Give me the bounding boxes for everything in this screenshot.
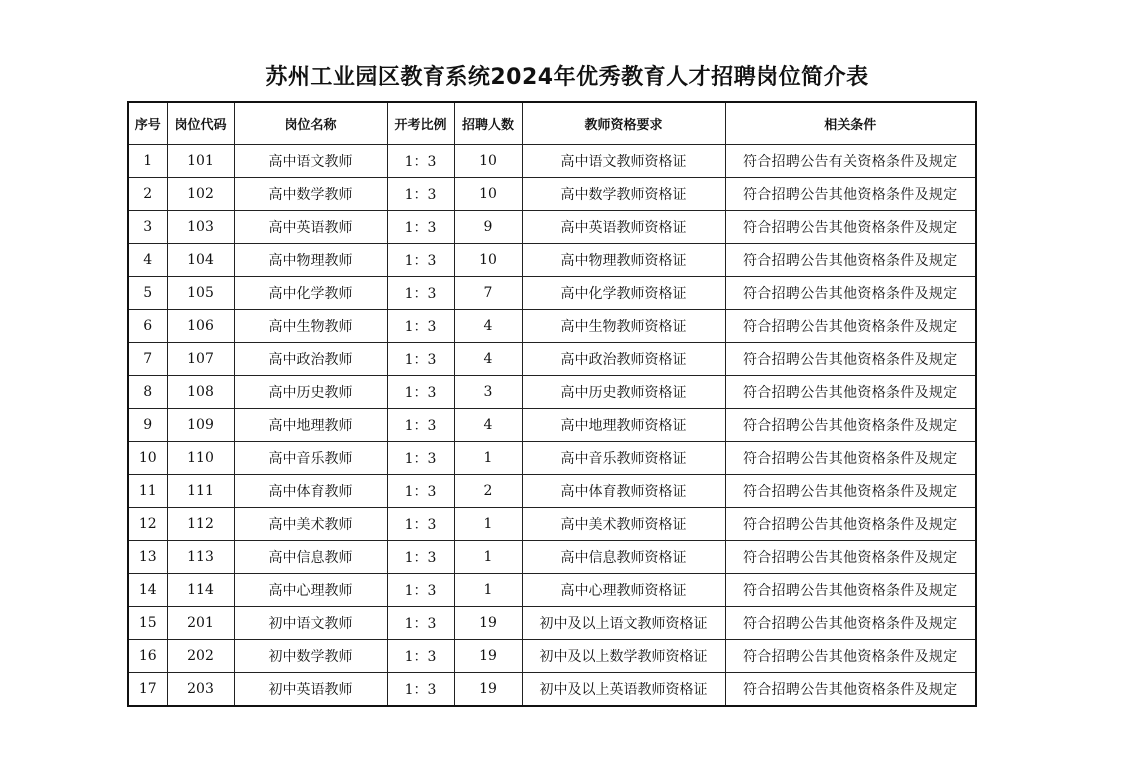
cell-seq: 2 xyxy=(128,178,167,211)
cell-seq: 16 xyxy=(128,640,167,673)
cell-position-name: 高中地理教师 xyxy=(234,409,387,442)
table-row xyxy=(128,442,976,475)
cell-seq: 17 xyxy=(128,673,167,707)
cell-code: 110 xyxy=(167,442,234,475)
cell-qualification: 高中语文教师资格证 xyxy=(522,145,725,178)
cell-code: 104 xyxy=(167,244,234,277)
table-row xyxy=(128,508,976,541)
cell-seq: 1 xyxy=(128,145,167,178)
table-row xyxy=(128,310,976,343)
cell-ratio: 1：3 xyxy=(387,376,454,409)
cell-conditions: 符合招聘公告其他资格条件及规定 xyxy=(725,343,976,376)
cell-position-name: 高中信息教师 xyxy=(234,541,387,574)
cell-position-name: 初中数学教师 xyxy=(234,640,387,673)
cell-conditions: 符合招聘公告其他资格条件及规定 xyxy=(725,409,976,442)
cell-conditions: 符合招聘公告其他资格条件及规定 xyxy=(725,376,976,409)
cell-count: 7 xyxy=(454,277,522,310)
table-row xyxy=(128,409,976,442)
cell-conditions: 符合招聘公告其他资格条件及规定 xyxy=(725,244,976,277)
cell-position-name: 高中历史教师 xyxy=(234,376,387,409)
table-row xyxy=(128,607,976,640)
cell-code: 201 xyxy=(167,607,234,640)
cell-position-name: 初中语文教师 xyxy=(234,607,387,640)
header-seq: 序号 xyxy=(128,102,167,145)
cell-ratio: 1：3 xyxy=(387,640,454,673)
cell-code: 109 xyxy=(167,409,234,442)
cell-conditions: 符合招聘公告其他资格条件及规定 xyxy=(725,607,976,640)
table-row xyxy=(128,211,976,244)
cell-code: 203 xyxy=(167,673,234,707)
cell-count: 4 xyxy=(454,343,522,376)
cell-count: 1 xyxy=(454,508,522,541)
cell-count: 19 xyxy=(454,607,522,640)
cell-seq: 3 xyxy=(128,211,167,244)
cell-conditions: 符合招聘公告其他资格条件及规定 xyxy=(725,211,976,244)
cell-code: 102 xyxy=(167,178,234,211)
cell-code: 105 xyxy=(167,277,234,310)
table-row xyxy=(128,574,976,607)
table-row xyxy=(128,343,976,376)
table-row xyxy=(128,475,976,508)
cell-qualification: 高中音乐教师资格证 xyxy=(522,442,725,475)
cell-seq: 10 xyxy=(128,442,167,475)
cell-code: 111 xyxy=(167,475,234,508)
cell-count: 1 xyxy=(454,442,522,475)
cell-seq: 14 xyxy=(128,574,167,607)
cell-count: 19 xyxy=(454,673,522,707)
cell-qualification: 高中化学教师资格证 xyxy=(522,277,725,310)
cell-position-name: 高中心理教师 xyxy=(234,574,387,607)
cell-count: 4 xyxy=(454,409,522,442)
cell-count: 9 xyxy=(454,211,522,244)
cell-position-name: 高中美术教师 xyxy=(234,508,387,541)
cell-qualification: 初中及以上英语教师资格证 xyxy=(522,673,725,707)
cell-ratio: 1：3 xyxy=(387,409,454,442)
cell-conditions: 符合招聘公告其他资格条件及规定 xyxy=(725,640,976,673)
cell-ratio: 1：3 xyxy=(387,574,454,607)
cell-count: 10 xyxy=(454,244,522,277)
cell-ratio: 1：3 xyxy=(387,442,454,475)
cell-seq: 5 xyxy=(128,277,167,310)
cell-seq: 9 xyxy=(128,409,167,442)
cell-ratio: 1：3 xyxy=(387,607,454,640)
cell-conditions: 符合招聘公告其他资格条件及规定 xyxy=(725,475,976,508)
header-code: 岗位代码 xyxy=(167,102,234,145)
cell-qualification: 高中地理教师资格证 xyxy=(522,409,725,442)
cell-count: 19 xyxy=(454,640,522,673)
cell-position-name: 高中数学教师 xyxy=(234,178,387,211)
cell-seq: 6 xyxy=(128,310,167,343)
cell-seq: 15 xyxy=(128,607,167,640)
header-qualification: 教师资格要求 xyxy=(522,102,725,145)
table-header-row xyxy=(128,102,976,145)
cell-seq: 11 xyxy=(128,475,167,508)
cell-ratio: 1：3 xyxy=(387,541,454,574)
cell-conditions: 符合招聘公告其他资格条件及规定 xyxy=(725,178,976,211)
cell-conditions: 符合招聘公告其他资格条件及规定 xyxy=(725,277,976,310)
cell-ratio: 1：3 xyxy=(387,310,454,343)
cell-conditions: 符合招聘公告其他资格条件及规定 xyxy=(725,574,976,607)
cell-ratio: 1：3 xyxy=(387,244,454,277)
cell-position-name: 高中英语教师 xyxy=(234,211,387,244)
header-name: 岗位名称 xyxy=(234,102,387,145)
cell-count: 2 xyxy=(454,475,522,508)
header-ratio: 开考比例 xyxy=(387,102,454,145)
cell-position-name: 高中体育教师 xyxy=(234,475,387,508)
cell-count: 10 xyxy=(454,178,522,211)
cell-position-name: 高中政治教师 xyxy=(234,343,387,376)
cell-code: 114 xyxy=(167,574,234,607)
cell-qualification: 高中英语教师资格证 xyxy=(522,211,725,244)
table-row xyxy=(128,145,976,178)
cell-qualification: 初中及以上数学教师资格证 xyxy=(522,640,725,673)
cell-conditions: 符合招聘公告其他资格条件及规定 xyxy=(725,310,976,343)
cell-position-name: 高中生物教师 xyxy=(234,310,387,343)
cell-position-name: 高中物理教师 xyxy=(234,244,387,277)
table-row xyxy=(128,673,976,707)
cell-ratio: 1：3 xyxy=(387,673,454,707)
header-count: 招聘人数 xyxy=(454,102,522,145)
positions-table xyxy=(127,101,977,707)
table-row xyxy=(128,244,976,277)
cell-qualification: 高中信息教师资格证 xyxy=(522,541,725,574)
cell-ratio: 1：3 xyxy=(387,145,454,178)
cell-ratio: 1：3 xyxy=(387,178,454,211)
cell-ratio: 1：3 xyxy=(387,508,454,541)
cell-conditions: 符合招聘公告其他资格条件及规定 xyxy=(725,673,976,707)
cell-count: 10 xyxy=(454,145,522,178)
cell-qualification: 高中数学教师资格证 xyxy=(522,178,725,211)
page-title: 苏州工业园区教育系统2024年优秀教育人才招聘岗位简介表 xyxy=(265,65,869,90)
cell-conditions: 符合招聘公告其他资格条件及规定 xyxy=(725,541,976,574)
cell-conditions: 符合招聘公告有关资格条件及规定 xyxy=(725,145,976,178)
table-row xyxy=(128,541,976,574)
cell-position-name: 初中英语教师 xyxy=(234,673,387,707)
cell-seq: 8 xyxy=(128,376,167,409)
cell-code: 106 xyxy=(167,310,234,343)
cell-position-name: 高中化学教师 xyxy=(234,277,387,310)
cell-count: 3 xyxy=(454,376,522,409)
cell-ratio: 1：3 xyxy=(387,277,454,310)
cell-seq: 7 xyxy=(128,343,167,376)
cell-position-name: 高中语文教师 xyxy=(234,145,387,178)
cell-qualification: 高中生物教师资格证 xyxy=(522,310,725,343)
table-row xyxy=(128,376,976,409)
cell-position-name: 高中音乐教师 xyxy=(234,442,387,475)
cell-qualification: 高中心理教师资格证 xyxy=(522,574,725,607)
table-row xyxy=(128,178,976,211)
cell-ratio: 1：3 xyxy=(387,211,454,244)
table-row xyxy=(128,640,976,673)
cell-code: 108 xyxy=(167,376,234,409)
cell-qualification: 高中美术教师资格证 xyxy=(522,508,725,541)
cell-conditions: 符合招聘公告其他资格条件及规定 xyxy=(725,442,976,475)
cell-ratio: 1：3 xyxy=(387,343,454,376)
cell-seq: 4 xyxy=(128,244,167,277)
cell-count: 4 xyxy=(454,310,522,343)
cell-ratio: 1：3 xyxy=(387,475,454,508)
cell-qualification: 高中物理教师资格证 xyxy=(522,244,725,277)
cell-qualification: 高中体育教师资格证 xyxy=(522,475,725,508)
cell-qualification: 高中政治教师资格证 xyxy=(522,343,725,376)
cell-code: 101 xyxy=(167,145,234,178)
cell-count: 1 xyxy=(454,541,522,574)
cell-count: 1 xyxy=(454,574,522,607)
cell-code: 107 xyxy=(167,343,234,376)
cell-code: 202 xyxy=(167,640,234,673)
cell-qualification: 初中及以上语文教师资格证 xyxy=(522,607,725,640)
cell-code: 113 xyxy=(167,541,234,574)
cell-conditions: 符合招聘公告其他资格条件及规定 xyxy=(725,508,976,541)
table-row xyxy=(128,277,976,310)
cell-seq: 12 xyxy=(128,508,167,541)
header-conditions: 相关条件 xyxy=(725,102,976,145)
cell-seq: 13 xyxy=(128,541,167,574)
cell-code: 103 xyxy=(167,211,234,244)
cell-code: 112 xyxy=(167,508,234,541)
cell-qualification: 高中历史教师资格证 xyxy=(522,376,725,409)
